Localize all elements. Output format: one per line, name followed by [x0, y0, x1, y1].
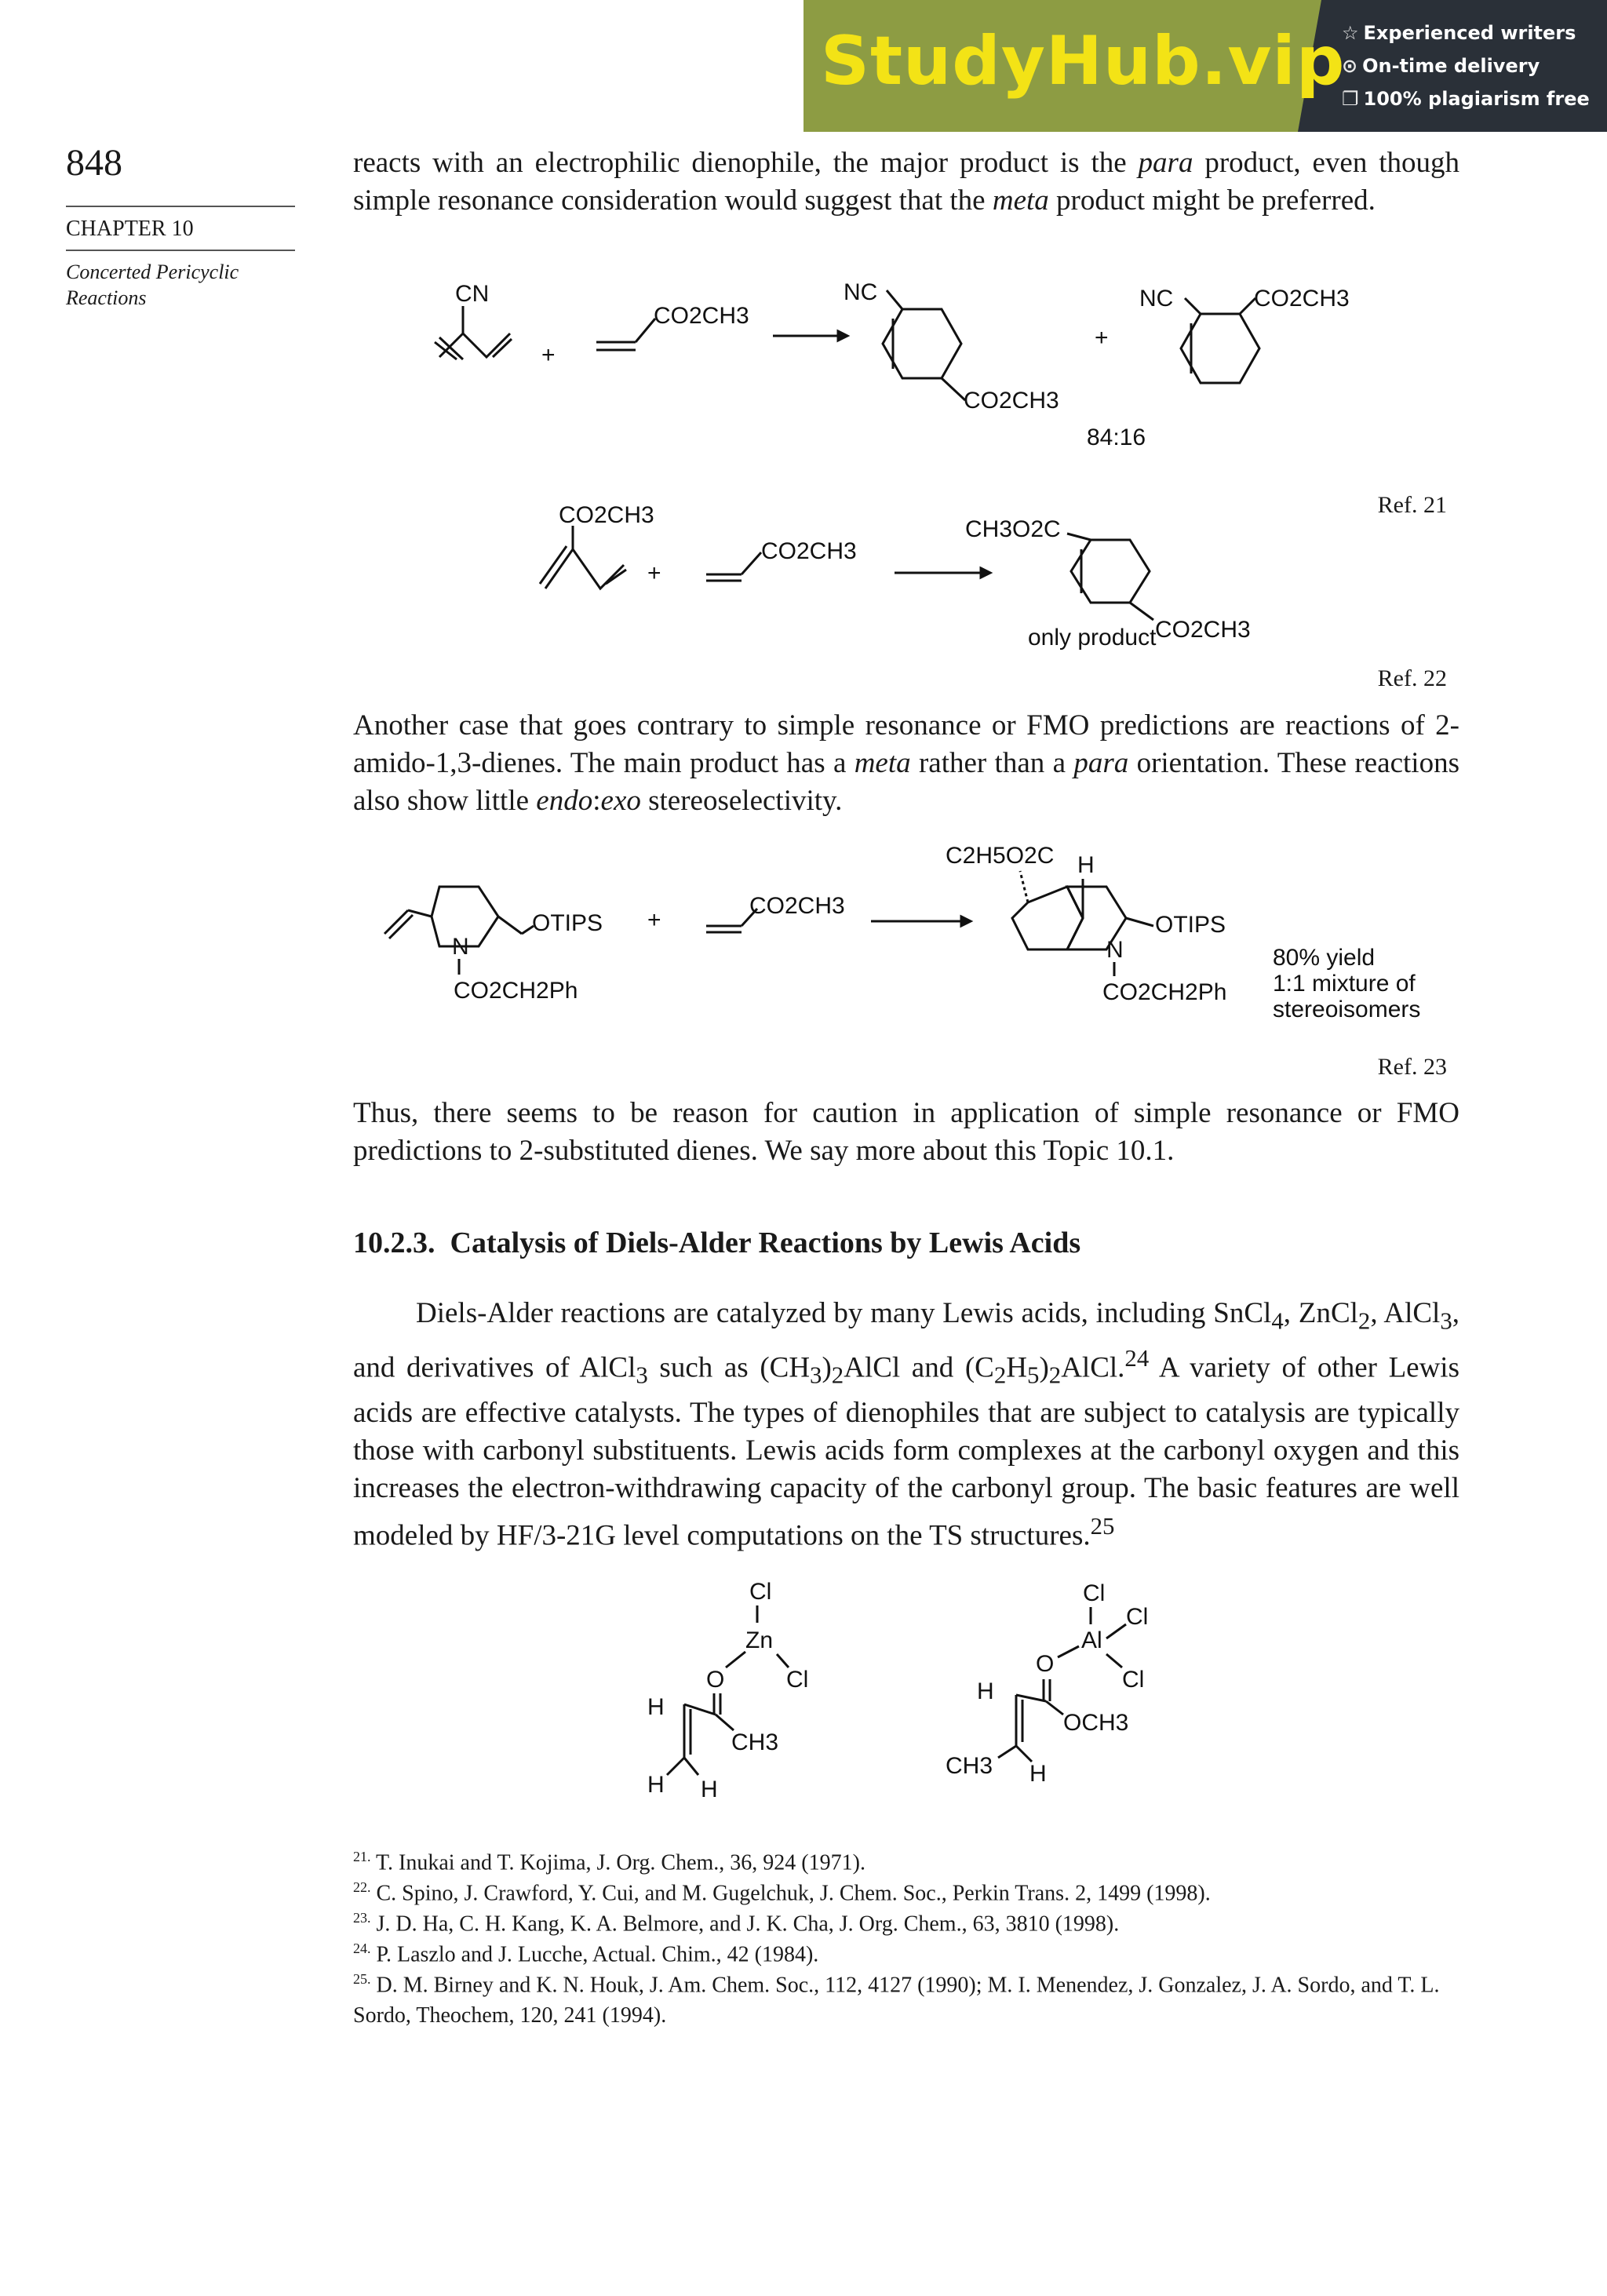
- footnote-21: $^{21.}$ T. Inukai and T. Kojima, J. Org. Chem., 36, 924 (1971).: [353, 1849, 865, 1875]
- nc-label-meta: NC: [1139, 286, 1174, 312]
- al-label: Al: [1081, 1627, 1102, 1653]
- cl-right-zn: Cl: [786, 1667, 809, 1693]
- footnote-25: $^{25.}$ D. M. Birney and K. N. Houk, J. Am. Chem. Soc., 112, 4127 (1990); M. I. Menendez, J. Gonzalez, J. A. Sordo, and T. L. Sordo, Theochem, 120, 241 (1994).: [353, 1971, 1440, 2028]
- och3-al: OCH3: [1063, 1710, 1129, 1736]
- co2ch3-meta: CO2CH3: [1254, 286, 1350, 312]
- page-number: 848: [66, 142, 122, 184]
- cbz-label: CO2CH2Ph: [454, 978, 578, 1004]
- paragraph-caution: Thus, there seems to be reason for caution in application of simple resonance or FMO predictions to 2-substituted dienes. We say more about this Topic 10.1.: [353, 1097, 1459, 1167]
- ch3o2c-label: CH3O2C: [965, 516, 1061, 542]
- nc-label-para: NC: [844, 279, 878, 305]
- paragraph-amido-dienes: Another case that goes contrary to simple resonance or FMO predictions are reactions of 2-amido-1,3-dienes. The main product has a meta rather than a para orientation. These reactions also show little endo:exo stereoselectivity.: [353, 709, 1459, 817]
- h-label: H: [1077, 852, 1095, 878]
- co2ch3-dienophile: CO2CH3: [761, 538, 857, 564]
- c2h5o2c-label: C2H5O2C: [946, 843, 1055, 869]
- plus-sign: +: [541, 342, 556, 368]
- n-product: N: [1106, 937, 1124, 963]
- yield-note: 80% yield: [1273, 945, 1376, 971]
- footnote-24: $^{24.}$ P. Laszlo and J. Lucche, Actual. Chim., 42 (1984).: [353, 1941, 819, 1967]
- reaction-scheme-2: [534, 502, 1318, 659]
- lewis-acid-complexes: [628, 1569, 1193, 1805]
- o-zn: O: [706, 1667, 725, 1693]
- footnote-23: $^{23.}$ J. D. Ha, C. H. Kang, K. A. Belmore, and J. K. Cha, J. Org. Chem., 63, 3810 (1998).: [353, 1910, 1120, 1937]
- o-al: O: [1036, 1651, 1055, 1677]
- co2ch3-product: CO2CH3: [1155, 617, 1251, 643]
- cl-top-zn: Cl: [749, 1579, 772, 1605]
- n-label: N: [452, 934, 469, 960]
- ch3-zn: CH3: [731, 1729, 779, 1755]
- cl-bottom-al: Cl: [1122, 1667, 1145, 1693]
- margin-rule-bottom: [66, 250, 295, 251]
- co2ch3-para: CO2CH3: [964, 388, 1059, 414]
- only-product-caption: only product: [1028, 625, 1157, 651]
- plus-sign-2: +: [1095, 325, 1109, 351]
- co2ch3-label: CO2CH3: [654, 303, 749, 329]
- copy-icon: ❐: [1342, 88, 1359, 110]
- clock-icon: ⊙: [1342, 55, 1358, 77]
- cbz-product: CO2CH2Ph: [1102, 979, 1227, 1005]
- chapter-title: Concerted Pericyclic Reactions: [66, 261, 239, 309]
- h-zn-1: H: [647, 1694, 665, 1720]
- h-zn-3: H: [701, 1777, 718, 1802]
- cn-label: CN: [455, 281, 490, 307]
- cl-top-al: Cl: [1083, 1580, 1106, 1606]
- chapter-label: CHAPTER 10: [66, 217, 194, 241]
- product-ratio: 84:16: [1087, 425, 1146, 450]
- h-al-2: H: [1029, 1761, 1047, 1787]
- reaction-scheme-3: [377, 840, 1459, 1036]
- mixture-note: 1:1 mixture of: [1273, 971, 1416, 997]
- h-al-1: H: [977, 1678, 994, 1704]
- otips-label: OTIPS: [532, 910, 603, 936]
- ref-22: Ref. 22: [1377, 665, 1447, 691]
- feature-plagiarism-free: ❐ 100% plagiarism free: [1342, 88, 1590, 110]
- ref-21: Ref. 21: [1377, 492, 1447, 518]
- plus-sign-3: +: [647, 560, 661, 586]
- feature-experienced-writers: ☆ Experienced writers: [1342, 22, 1576, 44]
- stereoisomers-note: stereoisomers: [1273, 997, 1421, 1022]
- h-zn-2: H: [647, 1772, 665, 1798]
- section-heading: 10.2.3. Catalysis of Diels-Alder Reactions by Lewis Acids: [353, 1226, 1081, 1259]
- footnote-22: $^{22.}$ C. Spino, J. Crawford, Y. Cui, and M. Gugelchuk, J. Chem. Soc., Perkin Trans. 2, 1499 (1998).: [353, 1879, 1211, 1906]
- margin-rule-top: [66, 206, 295, 207]
- ch3-al: CH3: [946, 1753, 993, 1779]
- paragraph-intro: reacts with an electrophilic dienophile, the major product is the para product, even though simple resonance consideration would suggest that the meta product might be preferred.: [353, 147, 1459, 217]
- ref-23: Ref. 23: [1377, 1054, 1447, 1080]
- feature-on-time-delivery: ⊙ On-time delivery: [1342, 55, 1540, 77]
- co2ch3-dienophile-3: CO2CH3: [749, 893, 845, 919]
- otips-product: OTIPS: [1155, 912, 1226, 938]
- star-icon: ☆: [1342, 22, 1359, 44]
- reaction-scheme-1: [424, 275, 1475, 463]
- cl-right-al: Cl: [1126, 1604, 1149, 1630]
- paragraph-lewis-acids: Diels-Alder reactions are catalyzed by many Lewis acids, including SnCl$_4$, ZnCl$_2$, AlCl$_3$, and derivatives of AlCl$_3$ such as $(CH_3)_2AlCl$ and $(C_2H_5)_2AlCl.^{24}$ A variety of other Lewis acids are effective catalysts. The types of dienophiles that are subject to catalysis are typically those with carbonyl substituents. Lewis acids form complexes at the carbonyl oxygen and this increases the electron-withdrawing capacity of the carbonyl group. The basic features are well modeled by HF/3-21G level computations on the TS structures.$^{25}$: [353, 1297, 1460, 1552]
- studyhub-logo[interactable]: StudyHub.vip: [821, 22, 1346, 100]
- co2ch3-diene: CO2CH3: [559, 502, 654, 528]
- zn-label: Zn: [745, 1627, 774, 1653]
- plus-sign-4: +: [647, 907, 661, 933]
